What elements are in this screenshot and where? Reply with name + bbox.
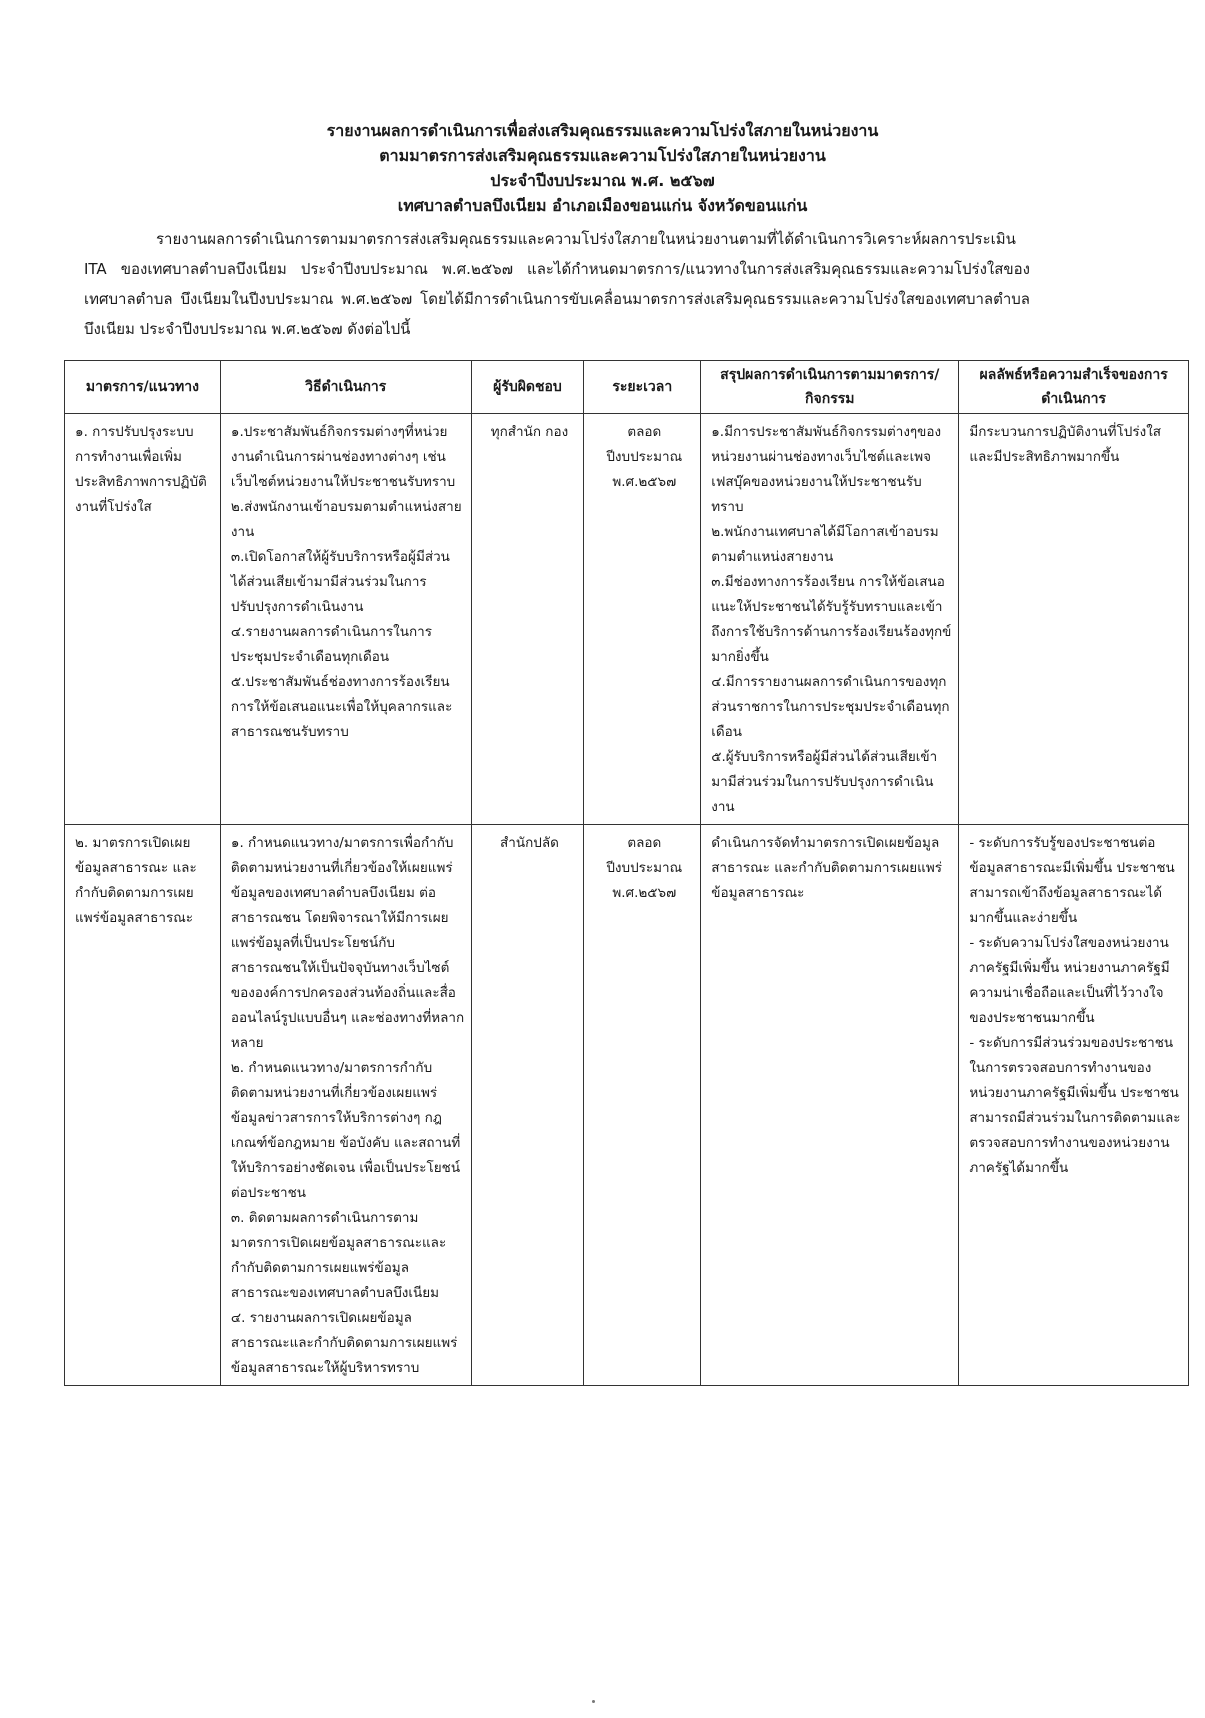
summary-item: ๕.ผู้รับบริการหรือผู้มีส่วนได้ส่วนเสียเข้ามามีส่วนร่วมในการปรับปรุงการดำเนินงาน — [711, 749, 938, 815]
header-responsible: ผู้รับผิดชอบ — [471, 361, 584, 414]
period-cell — [584, 414, 701, 825]
method-cell — [220, 414, 471, 825]
summary-item: ๔.มีการรายงานผลการดำเนินการของทุกส่วนราชการในการประชุมประจำเดือนทุกเดือน — [711, 674, 950, 740]
method-item: ๔.รายงานผลการดำเนินการในการประชุมประจำเดือนทุกเดือน — [230, 624, 432, 665]
result-item: - ระดับการรับรู้ของประชาชนต่อข้อมูลสาธารณะมีเพิ่มขึ้น ประชาชนสามารถเข้าถึงข้อมูลสาธารณะได้มากขึ้นและง่ายขึ้น — [969, 835, 1175, 926]
period-line: พ.ศ.๒๕๖๗ — [612, 885, 677, 901]
method-item: ๕.ประชาสัมพันธ์ช่องทางการร้องเรียน การให้ข้อเสนอแนะเพื่อให้บุคลากรและสาธารณชนรับทราบ — [230, 674, 453, 740]
table-header-row — [65, 361, 1189, 414]
results-cell — [959, 825, 1189, 1386]
method-item: ๓.เปิดโอกาสให้ผู้รับบริการหรือผู้มีส่วนได้ส่วนเสียเข้ามามีส่วนร่วมในการปรับปรุงการดำเนินงาน — [230, 549, 450, 615]
method-item: ๑.ประชาสัมพันธ์กิจกรรมต่างๆที่หน่วยงานดำเนินการผ่านช่องทางต่างๆ เช่น เว็บไซต์หน่วยงานให้ประชาชนรับทราบ — [230, 424, 456, 490]
table-row — [65, 825, 1189, 1386]
intro-text: รายงานผลการดำเนินการตามมาตรการส่งเสริมคุณธรรมและความโปร่งใสภายในหน่วยงานตามที่ได้ดำเนินการวิเคราะห์ผลการประเมิน ITA ของเทศบาลตำบลบึงเนียม ประจำปีงบประมาณ พ.ศ.๒๕๖๗ และได้กำหนดมาตรการ/แนวทางในการส่งเสริมคุณธรรมและความโปร่งใสของเทศบาลตำบล บึงเนียมในปีงบประมาณ พ.ศ.๒๕๖๗ โดยได้มีการดำเนินการขับเคลื่อนมาตรการส่งเสริมคุณธรรมและความโปร่งใสของเทศบาลตำบลบึงเนียม ประจำปีงบประมาณ พ.ศ.๒๕๖๗ ดังต่อไปนี้ — [84, 230, 1030, 338]
title-line: รายงานผลการดำเนินการเพื่อส่งเสริมคุณธรรมและความโปร่งใสภายในหน่วยงาน — [326, 121, 879, 140]
summary-cell — [701, 825, 959, 1386]
responsible-cell: สำนักปลัด — [471, 825, 584, 1386]
method-item: ๓. ติดตามผลการดำเนินการตามมาตรการเปิดเผยข้อมูลสาธารณะและกำกับติดตามการเผยแพร่ข้อมูลสาธารณะของเทศบาลตำบลบึงเนียม — [230, 1210, 447, 1301]
document-title — [0, 118, 1205, 218]
scan-dot — [592, 1700, 595, 1703]
method-item: ๒.ส่งพนักงานเข้าอบรมตามตำแหน่งสายงาน — [230, 499, 462, 540]
title-line: ตามมาตรการส่งเสริมคุณธรรมและความโปร่งใสภายในหน่วยงาน — [379, 146, 826, 165]
summary-item: ๒.พนักงานเทศบาลได้มีโอกาสเข้าอบรมตามตำแหน่งสายงาน — [711, 524, 939, 565]
period-line: ตลอด — [627, 835, 662, 851]
summary-item: ดำเนินการจัดทำมาตรการเปิดเผยข้อมูลสาธารณะ และกำกับติดตามการเผยแพร่ข้อมูลสาธารณะ — [711, 835, 942, 901]
measure-cell: ๑. การปรับปรุงระบบการทำงานเพื่อเพิ่มประสิทธิภาพการปฏิบัติงานที่โปร่งใส — [65, 414, 221, 825]
summary-cell — [701, 414, 959, 825]
result-item: - ระดับการมีส่วนร่วมของประชาชนในการตรวจสอบการทำงานของหน่วยงานภาครัฐมีเพิ่มขึ้น ประชาชนสามารถมีส่วนร่วมในการติดตามและตรวจสอบการทำงานของหน่วยงานภาครัฐได้มากขึ้น — [969, 1035, 1181, 1176]
method-item: ๑. กำหนดแนวทาง/มาตรการเพื่อกำกับติดตามหน่วยงานที่เกี่ยวข้องให้เผยแพร่ข้อมูลของเทศบาลตำบลบึงเนียม ต่อสาธารณชน โดยพิจารณาให้มีการเผยแพร่ข้อมูลที่เป็นประโยชน์กับสาธารณชนให้เป็นปัจจุบันทางเว็บไซต์ขององค์การปกครองส่วนท้องถิ่นและสื่อออนไลน์รูปแบบอื่นๆ และช่องทางที่หลากหลาย — [230, 835, 465, 1051]
header-measure: มาตรการ/แนวทาง — [65, 361, 221, 414]
report-table — [64, 360, 1189, 1386]
period-cell — [584, 825, 701, 1386]
header-summary: สรุปผลการดำเนินการตามมาตรการ/กิจกรรม — [701, 361, 959, 414]
period-line: ปีงบประมาณ — [606, 860, 683, 876]
table-row — [65, 414, 1189, 825]
period-line: พ.ศ.๒๕๖๗ — [612, 474, 677, 490]
period-line: ตลอด — [627, 424, 662, 440]
result-item: มีกระบวนการปฏิบัติงานที่โปร่งใสและมีประสิทธิภาพมากขึ้น — [969, 424, 1162, 465]
summary-item: ๑.มีการประชาสัมพันธ์กิจกรรมต่างๆของหน่วยงานผ่านช่องทางเว็บไซต์และเพจเฟสบุ๊คของหน่วยงานให้ประชาชนรับทราบ — [711, 424, 942, 515]
header-method: วิธีดำเนินการ — [220, 361, 471, 414]
header-results: ผลลัพธ์หรือความสำเร็จของการดำเนินการ — [959, 361, 1189, 414]
method-cell — [220, 825, 471, 1386]
method-item: ๒. กำหนดแนวทาง/มาตรการกำกับติดตามหน่วยงานที่เกี่ยวข้องเผยแพร่ข้อมูลข่าวสารการให้บริการต่างๆ กฎเกณฑ์ข้อกฎหมาย ข้อบังคับ และสถานที่ให้บริการอย่างชัดเจน เพื่อเป็นประโยชน์ต่อประชาชน — [230, 1060, 461, 1201]
header-period: ระยะเวลา — [584, 361, 701, 414]
measure-cell: ๒. มาตรการเปิดเผยข้อมูลสาธารณะ และกำกับติดตามการเผยแพร่ข้อมูลสาธารณะ — [65, 825, 221, 1386]
period-line: ปีงบประมาณ — [606, 449, 683, 465]
result-item: - ระดับความโปร่งใสของหน่วยงานภาครัฐมีเพิ่มขึ้น หน่วยงานภาครัฐมีความน่าเชื่อถือและเป็นที่ไว้วางใจของประชาชนมากขึ้น — [969, 935, 1170, 1026]
summary-item: ๓.มีช่องทางการร้องเรียน การให้ข้อเสนอแนะให้ประชาชนได้รับรู้รับทราบและเข้าถึงการใช้บริการด้านการร้องเรียนร้องทุกข์มากยิ่งขึ้น — [711, 574, 952, 665]
method-item: ๔. รายงานผลการเปิดเผยข้อมูลสาธารณะและกำกับติดตามการเผยแพร่ข้อมูลสาธารณะให้ผู้บริหารทราบ — [230, 1310, 458, 1376]
title-line: เทศบาลตำบลบึงเนียม อำเภอเมืองขอนแก่น จังหวัดขอนแก่น — [397, 196, 808, 215]
intro-paragraph — [84, 224, 1030, 344]
title-line: ประจำปีงบประมาณ พ.ศ. ๒๕๖๗ — [490, 171, 715, 190]
results-cell — [959, 414, 1189, 825]
responsible-cell: ทุกสำนัก กอง — [471, 414, 584, 825]
